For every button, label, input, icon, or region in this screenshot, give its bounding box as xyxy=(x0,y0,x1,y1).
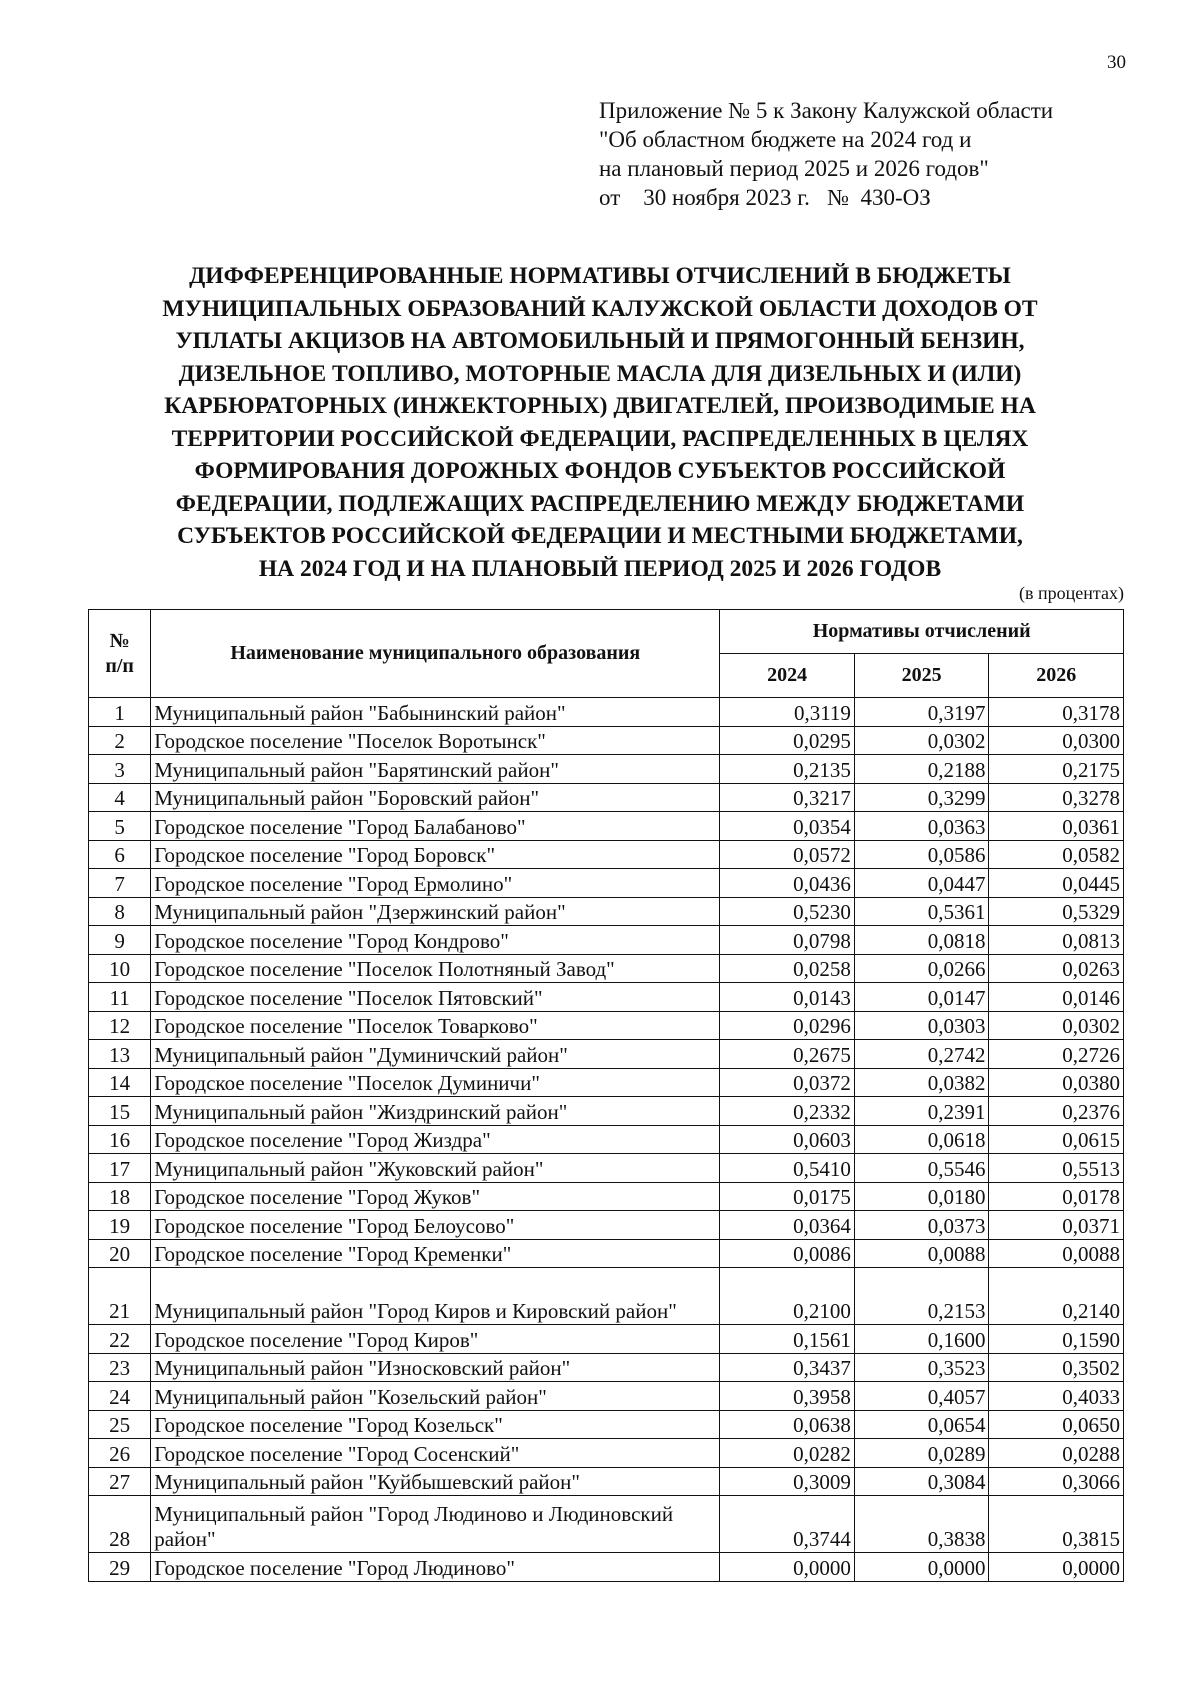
municipality-name: Муниципальный район "Износковский район" xyxy=(151,1353,720,1382)
value-2025: 0,0447 xyxy=(854,869,989,898)
table-row xyxy=(89,954,1124,983)
value-2024: 0,0086 xyxy=(720,1239,855,1268)
row-number: 11 xyxy=(89,983,151,1012)
table-row xyxy=(89,812,1124,841)
row-number: 29 xyxy=(89,1553,151,1582)
municipality-name: Городское поселение "Город Жиздра" xyxy=(151,1125,720,1154)
value-2026: 0,0088 xyxy=(989,1239,1124,1268)
header-year-2026: 2026 xyxy=(989,654,1124,698)
title-line: ДИФФЕРЕНЦИРОВАННЫЕ НОРМАТИВЫ ОТЧИСЛЕНИЙ В БЮДЖЕТЫ xyxy=(189,263,1011,289)
table-row xyxy=(89,926,1124,955)
norms-table xyxy=(88,609,1124,1582)
municipality-name: Городское поселение "Город Жуков" xyxy=(151,1182,720,1211)
value-2025: 0,0363 xyxy=(854,812,989,841)
value-2025: 0,0586 xyxy=(854,840,989,869)
municipality-name: Городское поселение "Город Балабаново" xyxy=(151,812,720,841)
row-number: 1 xyxy=(89,698,151,727)
title-line: ФОРМИРОВАНИЯ ДОРОЖНЫХ ФОНДОВ СУБЪЕКТОВ РОССИЙСКОЙ xyxy=(194,458,1006,484)
value-2025: 0,5546 xyxy=(854,1154,989,1183)
value-2026: 0,0650 xyxy=(989,1410,1124,1439)
table-row xyxy=(89,1325,1124,1354)
appendix-reference xyxy=(599,96,1053,212)
table-row xyxy=(89,698,1124,727)
value-2024: 0,0354 xyxy=(720,812,855,841)
row-number: 23 xyxy=(89,1353,151,1382)
value-2024: 0,2675 xyxy=(720,1040,855,1069)
row-number: 21 xyxy=(89,1268,151,1325)
value-2026: 0,3066 xyxy=(989,1467,1124,1496)
table-row xyxy=(89,1097,1124,1126)
table-row xyxy=(89,983,1124,1012)
table-row xyxy=(89,1553,1124,1582)
value-2025: 0,0303 xyxy=(854,1011,989,1040)
row-number: 8 xyxy=(89,897,151,926)
value-2026: 0,3502 xyxy=(989,1353,1124,1382)
table-row xyxy=(89,1410,1124,1439)
table-row xyxy=(89,1467,1124,1496)
table-row xyxy=(89,1496,1124,1553)
value-2024: 0,3744 xyxy=(720,1496,855,1553)
value-2024: 0,1561 xyxy=(720,1325,855,1354)
value-2024: 0,0372 xyxy=(720,1068,855,1097)
appendix-line: Приложение № 5 к Закону Калужской области xyxy=(599,98,1054,123)
municipality-name: Городское поселение "Поселок Думиничи" xyxy=(151,1068,720,1097)
row-number: 5 xyxy=(89,812,151,841)
row-number: 3 xyxy=(89,755,151,784)
title-line: ТЕРРИТОРИИ РОССИЙСКОЙ ФЕДЕРАЦИИ, РАСПРЕДЕЛЕННЫХ В ЦЕЛЯХ xyxy=(171,425,1029,452)
value-2026: 0,0000 xyxy=(989,1553,1124,1582)
value-2024: 0,0572 xyxy=(720,840,855,869)
value-2026: 0,0582 xyxy=(989,840,1124,869)
municipality-name: Муниципальный район "Жуковский район" xyxy=(151,1154,720,1183)
table-row xyxy=(89,755,1124,784)
value-2024: 0,0282 xyxy=(720,1439,855,1468)
municipality-name: Муниципальный район "Барятинский район" xyxy=(151,755,720,784)
header-number-line2: п/п xyxy=(105,654,134,677)
header-number xyxy=(89,610,151,698)
row-number: 16 xyxy=(89,1125,151,1154)
municipality-name: Городское поселение "Город Ермолино" xyxy=(151,869,720,898)
title-line: ФЕДЕРАЦИИ, ПОДЛЕЖАЩИХ РАСПРЕДЕЛЕНИЮ МЕЖДУ БЮДЖЕТАМИ xyxy=(175,490,1025,517)
value-2026: 0,0146 xyxy=(989,983,1124,1012)
value-2026: 0,2726 xyxy=(989,1040,1124,1069)
row-number: 22 xyxy=(89,1325,151,1354)
value-2024: 0,0000 xyxy=(720,1553,855,1582)
municipality-name: Городское поселение "Город Людиново" xyxy=(151,1553,720,1582)
value-2026: 0,3178 xyxy=(989,698,1124,727)
value-2025: 0,5361 xyxy=(854,897,989,926)
value-2025: 0,4057 xyxy=(854,1382,989,1411)
municipality-name: Муниципальный район "Козельский район" xyxy=(151,1382,720,1411)
page-number: 30 xyxy=(1107,52,1126,73)
value-2025: 0,0147 xyxy=(854,983,989,1012)
value-2026: 0,0371 xyxy=(989,1211,1124,1240)
table-row xyxy=(89,1382,1124,1411)
value-2025: 0,0818 xyxy=(854,926,989,955)
value-2024: 0,3958 xyxy=(720,1382,855,1411)
value-2024: 0,5410 xyxy=(720,1154,855,1183)
row-number: 25 xyxy=(89,1410,151,1439)
municipality-name: Городское поселение "Город Кондрово" xyxy=(151,926,720,955)
table-row xyxy=(89,840,1124,869)
value-2024: 0,2135 xyxy=(720,755,855,784)
value-2025: 0,0000 xyxy=(854,1553,989,1582)
value-2026: 0,0615 xyxy=(989,1125,1124,1154)
value-2025: 0,0382 xyxy=(854,1068,989,1097)
table-row xyxy=(89,1439,1124,1468)
value-2025: 0,0654 xyxy=(854,1410,989,1439)
header-norms-group: Нормативы отчислений xyxy=(720,610,1124,654)
row-number: 14 xyxy=(89,1068,151,1097)
value-2026: 0,0288 xyxy=(989,1439,1124,1468)
value-2024: 0,0143 xyxy=(720,983,855,1012)
table-row xyxy=(89,1040,1124,1069)
title-line: НА 2024 ГОД И НА ПЛАНОВЫЙ ПЕРИОД 2025 И 2026 ГОДОВ xyxy=(258,555,942,582)
value-2025: 0,0180 xyxy=(854,1182,989,1211)
row-number: 26 xyxy=(89,1439,151,1468)
value-2026: 0,0263 xyxy=(989,954,1124,983)
row-number: 6 xyxy=(89,840,151,869)
table-row xyxy=(89,1125,1124,1154)
value-2025: 0,2188 xyxy=(854,755,989,784)
table-row xyxy=(89,869,1124,898)
value-2026: 0,0380 xyxy=(989,1068,1124,1097)
municipality-name: Муниципальный район "Боровский район" xyxy=(151,783,720,812)
municipality-name: Муниципальный район "Город Киров и Кировский район" xyxy=(151,1268,720,1325)
value-2024: 0,0296 xyxy=(720,1011,855,1040)
value-2026: 0,3278 xyxy=(989,783,1124,812)
value-2025: 0,0618 xyxy=(854,1125,989,1154)
appendix-line: на плановый период 2025 и 2026 годов" xyxy=(599,156,989,181)
value-2026: 0,0302 xyxy=(989,1011,1124,1040)
value-2024: 0,2100 xyxy=(720,1268,855,1325)
row-number: 18 xyxy=(89,1182,151,1211)
appendix-line: "Об областном бюджете на 2024 год и xyxy=(599,127,972,152)
title-line: УПЛАТЫ АКЦИЗОВ НА АВТОМОБИЛЬНЫЙ И ПРЯМОГОННЫЙ БЕНЗИН, xyxy=(175,328,1025,354)
value-2026: 0,0300 xyxy=(989,726,1124,755)
value-2026: 0,5513 xyxy=(989,1154,1124,1183)
table-row xyxy=(89,1211,1124,1240)
value-2024: 0,3009 xyxy=(720,1467,855,1496)
value-2025: 0,0088 xyxy=(854,1239,989,1268)
table-row xyxy=(89,1182,1124,1211)
value-2024: 0,3119 xyxy=(720,698,855,727)
header-name: Наименование муниципального образования xyxy=(151,610,720,698)
value-2024: 0,3217 xyxy=(720,783,855,812)
municipality-name: Городское поселение "Город Боровск" xyxy=(151,840,720,869)
value-2024: 0,2332 xyxy=(720,1097,855,1126)
municipality-name: Городское поселение "Поселок Пятовский" xyxy=(151,983,720,1012)
table-body xyxy=(89,698,1124,1582)
row-number: 27 xyxy=(89,1467,151,1496)
value-2026: 0,4033 xyxy=(989,1382,1124,1411)
table-row xyxy=(89,1353,1124,1382)
row-number: 4 xyxy=(89,783,151,812)
row-number: 17 xyxy=(89,1154,151,1183)
title-line: ДИЗЕЛЬНОЕ ТОПЛИВО, МОТОРНЫЕ МАСЛА ДЛЯ ДИЗЕЛЬНЫХ И (ИЛИ) xyxy=(178,360,1022,387)
value-2026: 0,0178 xyxy=(989,1182,1124,1211)
value-2025: 0,3197 xyxy=(854,698,989,727)
municipality-name: Муниципальный район "Город Людиново и Людиновский район" xyxy=(151,1496,720,1553)
row-number: 19 xyxy=(89,1211,151,1240)
row-number: 2 xyxy=(89,726,151,755)
table-row xyxy=(89,1154,1124,1183)
title-line: СУБЪЕКТОВ РОССИЙСКОЙ ФЕДЕРАЦИИ И МЕСТНЫМИ БЮДЖЕТАМИ, xyxy=(177,523,1023,549)
value-2026: 0,2140 xyxy=(989,1268,1124,1325)
table-row xyxy=(89,783,1124,812)
table-row xyxy=(89,1268,1124,1325)
value-2024: 0,0603 xyxy=(720,1125,855,1154)
row-number: 12 xyxy=(89,1011,151,1040)
table-row xyxy=(89,1068,1124,1097)
value-2024: 0,0364 xyxy=(720,1211,855,1240)
row-number: 13 xyxy=(89,1040,151,1069)
row-number: 9 xyxy=(89,926,151,955)
value-2025: 0,0266 xyxy=(854,954,989,983)
value-2026: 0,0813 xyxy=(989,926,1124,955)
municipality-name: Муниципальный район "Бабынинский район" xyxy=(151,698,720,727)
appendix-line: от 30 ноября 2023 г. № 430-ОЗ xyxy=(599,185,931,210)
municipality-name: Городское поселение "Поселок Товарково" xyxy=(151,1011,720,1040)
row-number: 20 xyxy=(89,1239,151,1268)
value-2024: 0,3437 xyxy=(720,1353,855,1382)
unit-note: (в процентах) xyxy=(1019,583,1124,603)
value-2025: 0,3523 xyxy=(854,1353,989,1382)
header-number-line1: № xyxy=(109,629,130,652)
value-2025: 0,0289 xyxy=(854,1439,989,1468)
document-title xyxy=(80,260,1120,585)
value-2024: 0,0436 xyxy=(720,869,855,898)
municipality-name: Муниципальный район "Куйбышевский район" xyxy=(151,1467,720,1496)
value-2026: 0,2376 xyxy=(989,1097,1124,1126)
header-year-2025: 2025 xyxy=(854,654,989,698)
row-number: 15 xyxy=(89,1097,151,1126)
value-2026: 0,1590 xyxy=(989,1325,1124,1354)
value-2026: 0,3815 xyxy=(989,1496,1124,1553)
municipality-name: Городское поселение "Город Кременки" xyxy=(151,1239,720,1268)
value-2024: 0,0258 xyxy=(720,954,855,983)
municipality-name: Городское поселение "Город Сосенский" xyxy=(151,1439,720,1468)
value-2025: 0,0302 xyxy=(854,726,989,755)
value-2026: 0,5329 xyxy=(989,897,1124,926)
row-number: 7 xyxy=(89,869,151,898)
table-row xyxy=(89,1239,1124,1268)
value-2025: 0,2391 xyxy=(854,1097,989,1126)
value-2026: 0,0445 xyxy=(989,869,1124,898)
municipality-name: Городское поселение "Город Козельск" xyxy=(151,1410,720,1439)
table-row xyxy=(89,897,1124,926)
value-2024: 0,5230 xyxy=(720,897,855,926)
value-2025: 0,1600 xyxy=(854,1325,989,1354)
table-row xyxy=(89,726,1124,755)
value-2025: 0,3838 xyxy=(854,1496,989,1553)
header-year-2024: 2024 xyxy=(720,654,855,698)
municipality-name: Муниципальный район "Жиздринский район" xyxy=(151,1097,720,1126)
municipality-name: Городское поселение "Город Киров" xyxy=(151,1325,720,1354)
title-line: КАРБЮРАТОРНЫХ (ИНЖЕКТОРНЫХ) ДВИГАТЕЛЕЙ, ПРОИЗВОДИМЫЕ НА xyxy=(164,393,1036,419)
municipality-name: Муниципальный район "Думиничский район" xyxy=(151,1040,720,1069)
title-line: МУНИЦИПАЛЬНЫХ ОБРАЗОВАНИЙ КАЛУЖСКОЙ ОБЛАСТИ ДОХОДОВ ОТ xyxy=(162,295,1038,322)
value-2026: 0,0361 xyxy=(989,812,1124,841)
value-2025: 0,2742 xyxy=(854,1040,989,1069)
row-number: 28 xyxy=(89,1496,151,1553)
value-2024: 0,0295 xyxy=(720,726,855,755)
row-number: 10 xyxy=(89,954,151,983)
value-2025: 0,2153 xyxy=(854,1268,989,1325)
municipality-name: Городское поселение "Поселок Полотняный Завод" xyxy=(151,954,720,983)
value-2024: 0,0798 xyxy=(720,926,855,955)
municipality-name: Муниципальный район "Дзержинский район" xyxy=(151,897,720,926)
value-2024: 0,0175 xyxy=(720,1182,855,1211)
row-number: 24 xyxy=(89,1382,151,1411)
value-2026: 0,2175 xyxy=(989,755,1124,784)
municipality-name: Городское поселение "Город Белоусово" xyxy=(151,1211,720,1240)
municipality-name: Городское поселение "Поселок Воротынск" xyxy=(151,726,720,755)
value-2025: 0,3299 xyxy=(854,783,989,812)
table-row xyxy=(89,1011,1124,1040)
value-2024: 0,0638 xyxy=(720,1410,855,1439)
value-2025: 0,3084 xyxy=(854,1467,989,1496)
value-2025: 0,0373 xyxy=(854,1211,989,1240)
